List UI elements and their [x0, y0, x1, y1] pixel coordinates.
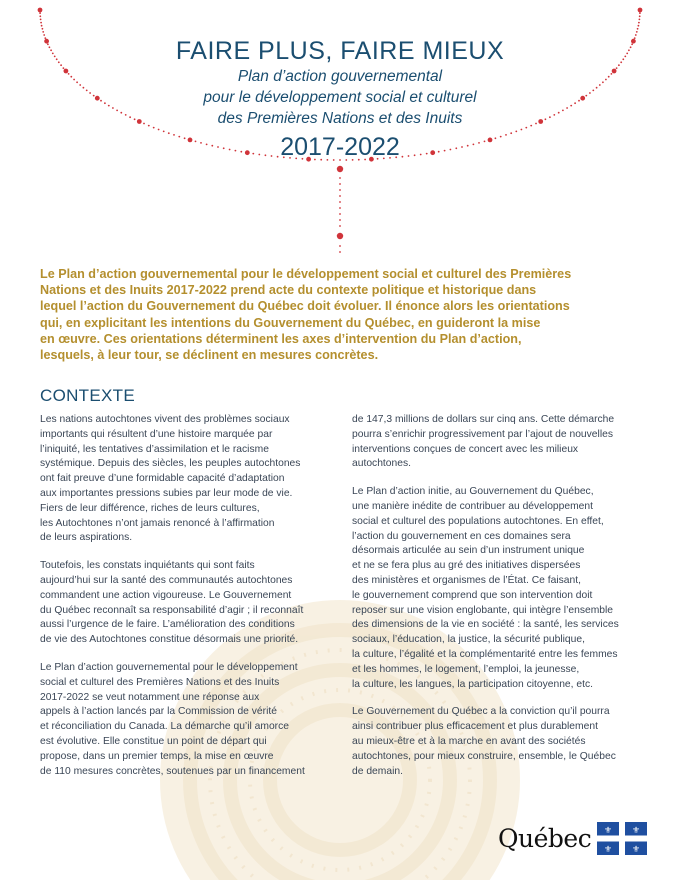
paragraph [352, 705, 648, 779]
text-line: l’iniquité, les tentatives d’assimilation et le racisme [40, 443, 269, 455]
text-line: l’action du gouvernement en ces domaines sera [352, 530, 571, 542]
text-line: Fiers de leur différence, riches de leurs cultures, [40, 502, 260, 514]
text-line: du Québec reconnaît sa responsabilité d’agir ; il reconnaît [40, 604, 304, 616]
paragraph [40, 661, 340, 779]
arc-dot [638, 22, 640, 24]
text-line: reposer sur une vision englobante, qui intègre l’ensemble [352, 604, 614, 616]
intro-line: qui, en explicitant les intentions du Gouvernement du Québec, en guideront la mise [40, 315, 541, 330]
text-line: commandent une action vigoureuse. Le Gouvernement [40, 589, 292, 601]
svg-text:⚜: ⚜ [632, 825, 641, 836]
arc-dot [39, 12, 41, 14]
text-line: des ministères et organismes de l’État. Ce faisant, [352, 574, 581, 586]
text-line: sociaux, l’éducation, la justice, la sécurité publique, [352, 634, 585, 646]
text-line: Le Gouvernement du Québec a la conviction qu’il pourra [352, 706, 610, 718]
quebec-flag-icon [597, 822, 647, 855]
arc-dot [636, 31, 638, 33]
left-column [40, 413, 340, 792]
arc-dot [39, 15, 41, 17]
svg-text:⚜: ⚜ [632, 844, 641, 855]
arc-dot [41, 25, 43, 27]
text-line: et les hommes, le logement, l’emploi, la jeunesse, [352, 663, 580, 675]
text-line: ainsi contribuer plus efficacement et plus durablement [352, 721, 598, 733]
arc-dot [639, 12, 641, 14]
text-line: aujourd’hui sur la santé des communautés autochtones [40, 574, 293, 586]
paragraph [352, 485, 648, 692]
text-line: social et culturel des populations autochtones. En effet, [352, 515, 604, 527]
svg-text:⚜: ⚜ [604, 825, 613, 836]
arc-dot [639, 19, 641, 21]
arc-dot [639, 15, 641, 17]
section-heading-contexte: CONTEXTE [40, 386, 135, 405]
text-line: autochtones, pour mieux construire, ensemble, le Québec [352, 750, 616, 762]
text-line: le gouvernement comprend que son intervention doit [352, 589, 593, 601]
text-line: aux importantes pressions subies par leur mode de vie. [40, 487, 293, 499]
decorative-dot-column [337, 166, 343, 253]
text-line: une manière inédite de contribuer au développement [352, 500, 593, 512]
intro-line: lequel l’action du Gouvernement du Québec doit évoluer. Il énonce alors les orientations [40, 299, 570, 314]
text-line: des dimensions de la vie en société : la santé, les services [352, 619, 619, 631]
text-line: la culture, l’égalité et la complémentarité entre les femmes [352, 648, 618, 660]
svg-text:⚜: ⚜ [604, 844, 613, 855]
text-line: de demain. [352, 765, 403, 777]
text-line: et réconciliation du Canada. La démarche qu’il amorce [40, 721, 289, 733]
text-line: autochtones. [352, 458, 411, 470]
subtitle-line-2: pour le développement social et culturel [203, 89, 477, 106]
arc-dot [40, 19, 42, 21]
text-line: aussi l’urgence de le faire. L’amélioration des conditions [40, 619, 295, 631]
text-line: interventions conçues de concert avec les milieux [352, 443, 579, 455]
text-line: ont fait preuve d’une formidable capacité d’adaptation [40, 473, 285, 485]
subtitle-line-1: Plan d’action gouvernemental [237, 68, 443, 85]
intro-line: Nations et des Inuits 2017-2022 prend acte du contexte politique et historique dans [40, 283, 537, 298]
text-line: social et culturel des Premières Nations et des Inuits [40, 676, 280, 688]
text-line: propose, dans un premier temps, la mise en œuvre [40, 750, 274, 762]
text-line: 2017-2022 se veut notamment une réponse aux [40, 691, 260, 703]
text-line: la culture, les langues, la participation citoyenne, etc. [352, 678, 593, 690]
text-line: de vie des Autochtones constitue désormais une priorité. [40, 634, 299, 646]
text-line: pourra s’enrichir progressivement par l’ajout de nouvelles [352, 428, 613, 440]
text-line: Toutefois, les constats inquiétants qui sont faits [40, 560, 255, 572]
paragraph [40, 559, 340, 648]
text-line: Le Plan d’action gouvernemental pour le développement [40, 661, 298, 673]
title-block [0, 36, 680, 163]
intro-line: lesquels, à leur tour, se déclinent en mesures concrètes. [40, 348, 379, 363]
title-years: 2017-2022 [280, 133, 400, 161]
intro-line: Le Plan d’action gouvernemental pour le développement social et culturel des Premières [40, 267, 572, 281]
text-line: systémique. Depuis des siècles, les peuples autochtones [40, 458, 301, 470]
intro-paragraph [40, 266, 645, 363]
arc-dot [638, 8, 643, 13]
quebec-logo [498, 820, 647, 856]
text-line: de leurs aspirations. [40, 532, 133, 544]
text-line: et ne se fera plus au gré des initiatives dispersées [352, 560, 581, 572]
arc-dot [637, 28, 639, 30]
arc-dot [42, 31, 44, 33]
arc-dot [638, 25, 640, 27]
text-line: Les nations autochtones vivent des problèmes sociaux [40, 414, 290, 425]
paragraph [352, 413, 648, 472]
text-line: est évolutive. Elle constitue un point de départ qui [40, 735, 267, 747]
arc-dot [40, 22, 42, 24]
intro-line: en œuvre. Ces orientations déterminent les axes d’intervention du Plan d’action, [40, 331, 522, 346]
quebec-wordmark: Québec [498, 823, 592, 853]
text-line: de 110 mesures concrètes, soutenues par un financement [40, 765, 305, 777]
arc-dot [42, 28, 44, 30]
subtitle-line-3: des Premières Nations et des Inuits [217, 110, 463, 127]
text-line: les Autochtones n’ont jamais renoncé à l’affirmation [40, 517, 275, 529]
text-line: importants qui résultent d’une histoire marquée par [40, 428, 273, 440]
arc-dot [38, 8, 43, 13]
text-line: au mieux-être et à la marche en avant des sociétés [352, 735, 586, 747]
right-column [352, 413, 648, 792]
text-line: désormais articulée au sein d’un instrument unique [352, 545, 585, 557]
text-line: Le Plan d’action initie, au Gouvernement du Québec, [352, 486, 594, 498]
paragraph [40, 413, 340, 546]
page-title: FAIRE PLUS, FAIRE MIEUX [175, 37, 505, 65]
text-line: de 147,3 millions de dollars sur cinq ans. Cette démarche [352, 414, 615, 425]
text-line: appels à l’action lancés par la Commission de vérité [40, 706, 277, 718]
